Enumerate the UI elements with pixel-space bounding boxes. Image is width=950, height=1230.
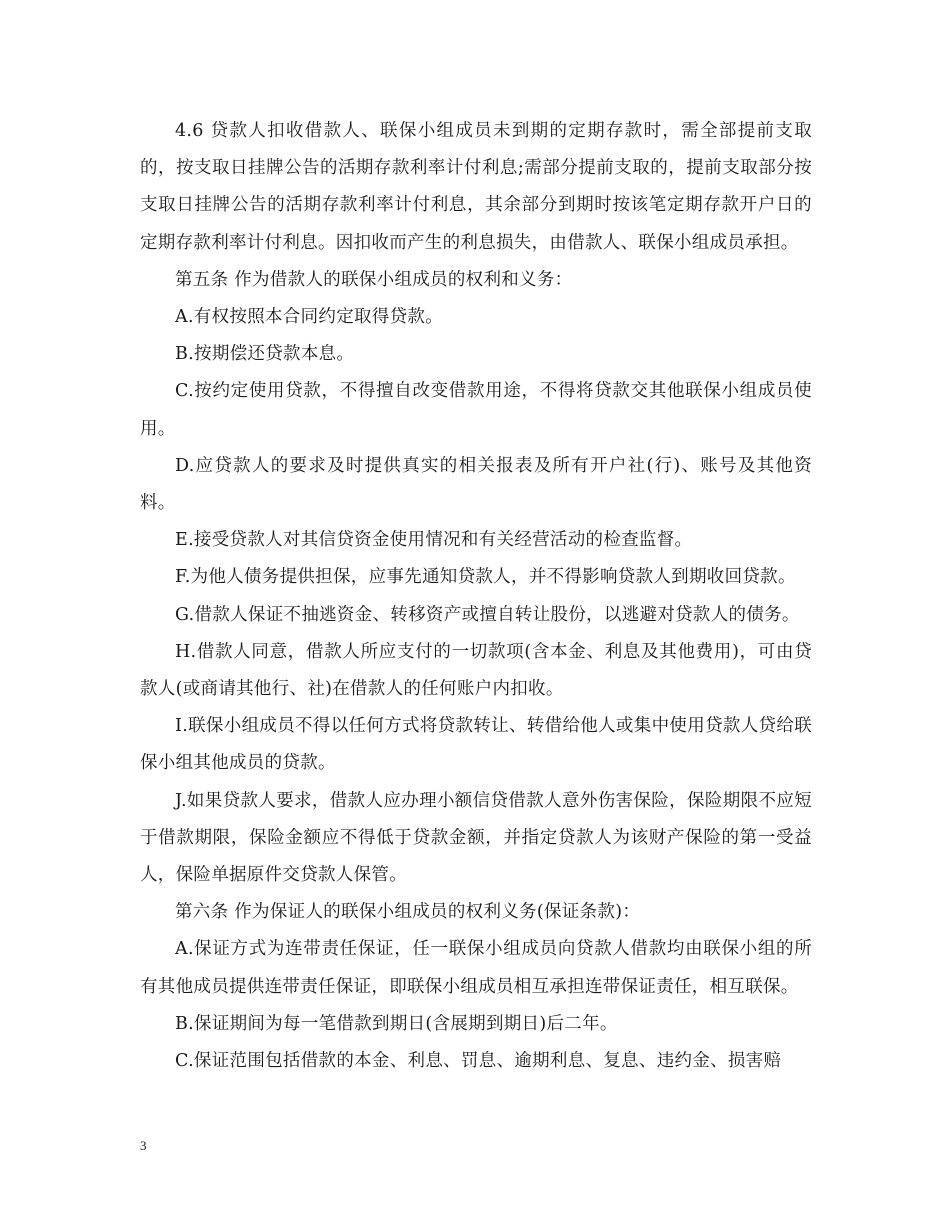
article-6-heading: 第六条 作为保证人的联保小组成员的权利义务(保证条款)： — [175, 902, 641, 923]
page-number: 3 — [140, 1138, 147, 1153]
article-5-item-d: D.应贷款人的要求及时提供真实的相关报表及所有开户社(行)、账号及其他资料。 — [140, 455, 812, 514]
article-6-item-a: A.保证方式为连带责任保证，任一联保小组成员向贷款人借款均由联保小组的所有其他成员提供连带责任保证，即联保小组成员相互承担连带保证责任，相互联保。 — [140, 939, 812, 997]
article-5-item-j: J.如果贷款人要求，借款人应办理小额信贷借款人意外伤害保险，保险期限不应短于借款期限，保险金额应不得低于贷款金额，并指定贷款人为该财产保险的第一受益人，保险单据原件交贷款人保管。 — [140, 790, 812, 886]
article-5-item-e: E.接受贷款人对其信贷资金使用情况和有关经营活动的检查监督。 — [175, 530, 693, 551]
article-5-item-a: A.有权按照本合同约定取得贷款。 — [175, 307, 443, 328]
article-5-item-b: B.按期偿还贷款本息。 — [175, 344, 355, 365]
article-6-item-c: C.保证范围包括借款的本金、利息、罚息、逾期利息、复息、违约金、损害赔 — [175, 1051, 782, 1072]
article-5-item-h: H.借款人同意，借款人所应支付的一切款项(含本金、利息及其他费用)，可由贷款人(或商请其他行、社)在借款人的任何账户内扣收。 — [140, 641, 812, 700]
article-5-item-g: G.借款人保证不抽逃资金、转移资产或擅自转让股份，以逃避对贷款人的债务。 — [175, 604, 800, 625]
article-5-item-f: F.为他人债务提供担保，应事先通知贷款人，并不得影响贷款人到期收回贷款。 — [175, 567, 796, 588]
article-5-item-c: C.按约定使用贷款，不得擅自改变借款用途，不得将贷款交其他联保小组成员使用。 — [140, 381, 812, 439]
article-6-item-b: B.保证期间为每一笔借款到期日(含展期到期日)后二年。 — [175, 1013, 618, 1034]
article-5-heading: 第五条 作为借款人的联保小组成员的权利和义务： — [175, 269, 573, 290]
article-5-item-i: I.联保小组成员不得以任何方式将贷款转让、转借给他人或集中使用贷款人贷给联保小组其他成员的贷款。 — [140, 716, 812, 774]
document-body — [140, 113, 812, 1080]
paragraph-4-6: 4.6 贷款人扣收借款人、联保小组成员未到期的定期存款时，需全部提前支取的，按支取日挂牌公告的活期存款利率计付利息;需部分提前支取的，提前支取部分按支取日挂牌公告的活期存款利率计付利息，其余部分到期时按该笔定期存款开户日的定期存款利率计付利息。因扣收而产生的利息损失，由借款人、联保小组成员承担。 — [140, 121, 812, 253]
